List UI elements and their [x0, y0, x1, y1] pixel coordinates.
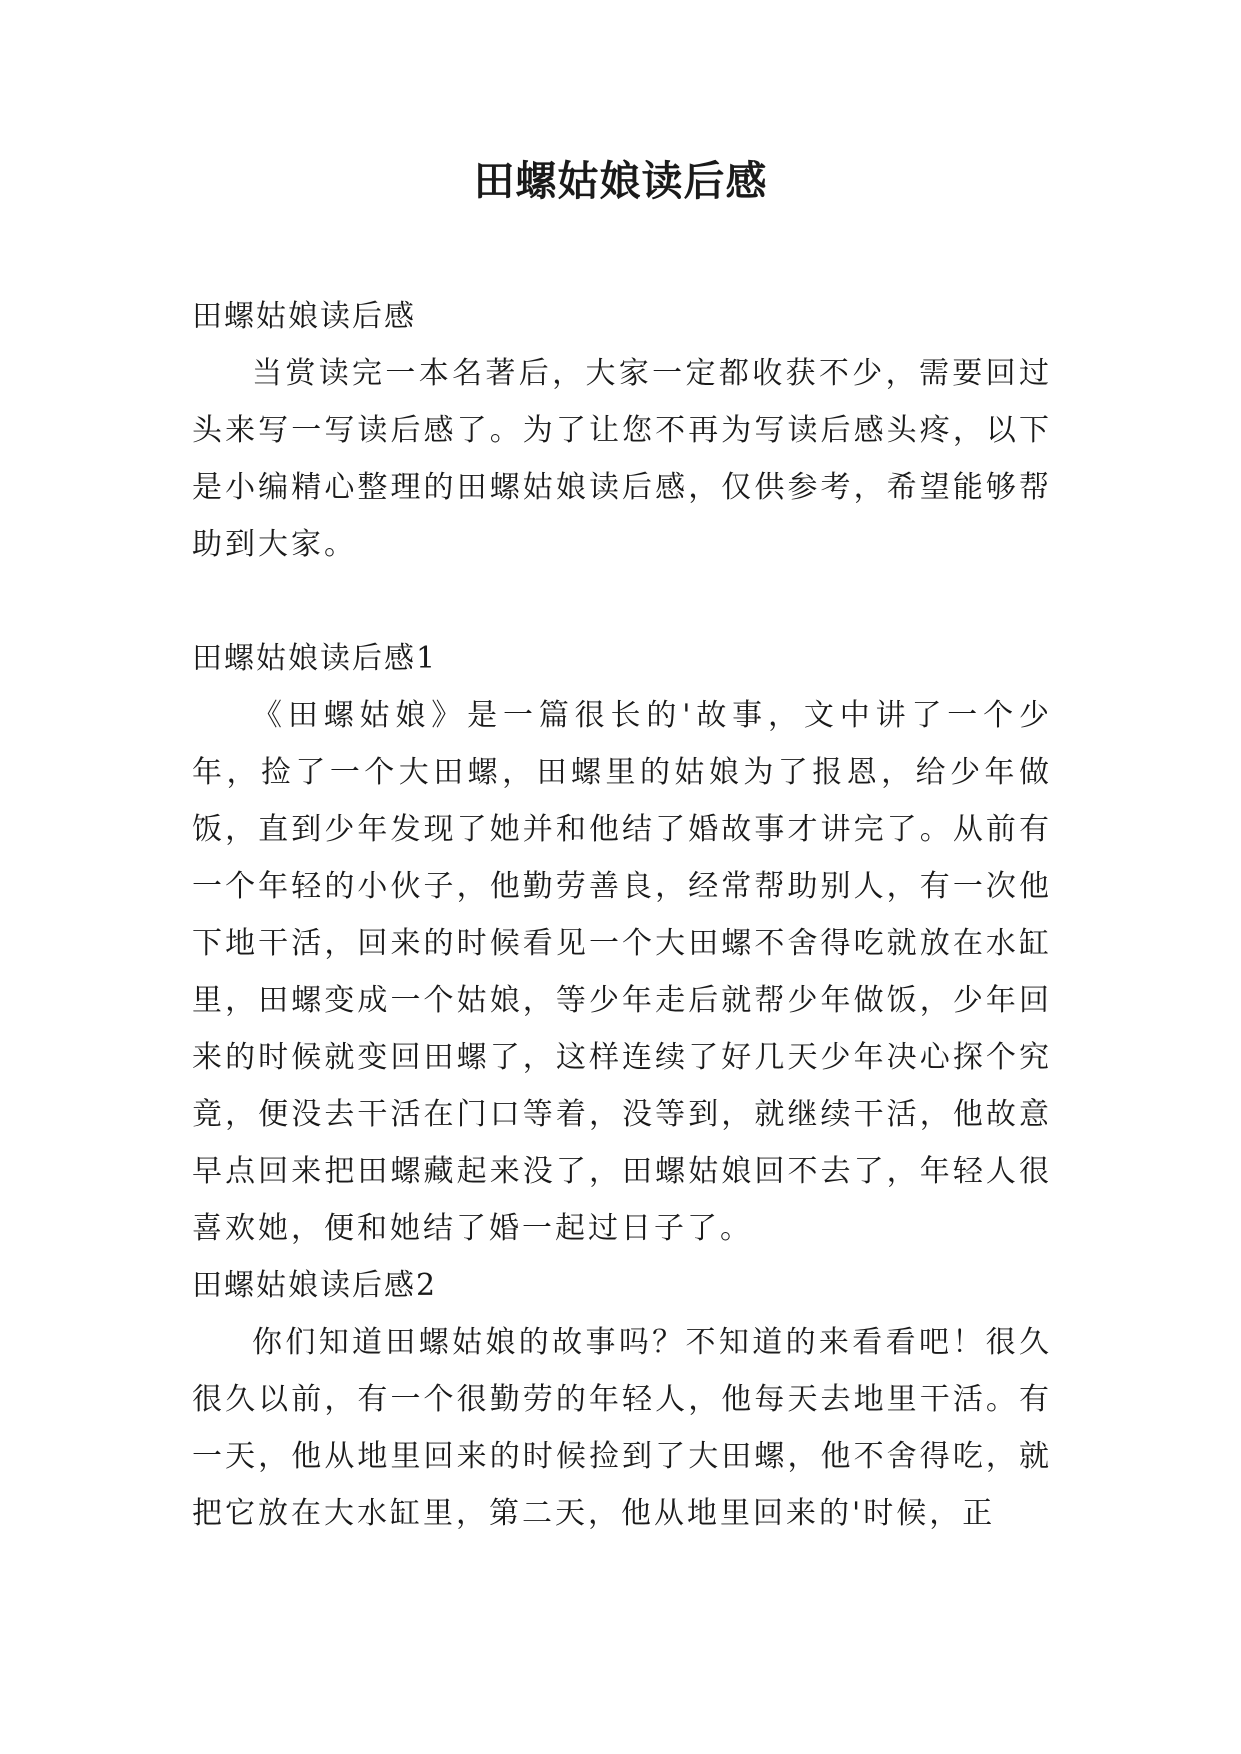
intro-heading: 田螺姑娘读后感: [192, 299, 416, 334]
section-1-heading: 田螺姑娘读后感1: [192, 641, 438, 676]
document-body: [192, 288, 1052, 1542]
section-2-paragraph: 你们知道田螺姑娘的故事吗？不知道的来看看吧！很久很久以前，有一个很勤劳的年轻人，他每天去地里干活。有一天，他从地里回来的时候捡到了大田螺，他不舍得吃，就把它放在大水缸里，第二天，他从地里回来的'时候，正: [192, 1325, 1052, 1531]
intro-paragraph: 当赏读完一本名著后，大家一定都收获不少，需要回过头来写一写读后感了。为了让您不再为写读后感头疼，以下是小编精心整理的田螺姑娘读后感，仅供参考，希望能够帮助到大家。: [192, 356, 1052, 562]
section-2-heading: 田螺姑娘读后感2: [192, 1268, 438, 1303]
section-1-paragraph: 《田螺姑娘》是一篇很长的'故事，文中讲了一个少年，捡了一个大田螺，田螺里的姑娘为了报恩，给少年做饭，直到少年发现了她并和他结了婚故事才讲完了。从前有一个年轻的小伙子，他勤劳善良，经常帮助别人，有一次他下地干活，回来的时候看见一个大田螺不舍得吃就放在水缸里，田螺变成一个姑娘，等少年走后就帮少年做饭，少年回来的时候就变回田螺了，这样连续了好几天少年决心探个究竟，便没去干活在门口等着，没等到，就继续干活，他故意早点回来把田螺藏起来没了，田螺姑娘回不去了，年轻人很喜欢她，便和她结了婚一起过日子了。: [192, 698, 1052, 1246]
document-title: 田螺姑娘读后感: [473, 157, 768, 205]
section-spacer: [192, 573, 1052, 630]
